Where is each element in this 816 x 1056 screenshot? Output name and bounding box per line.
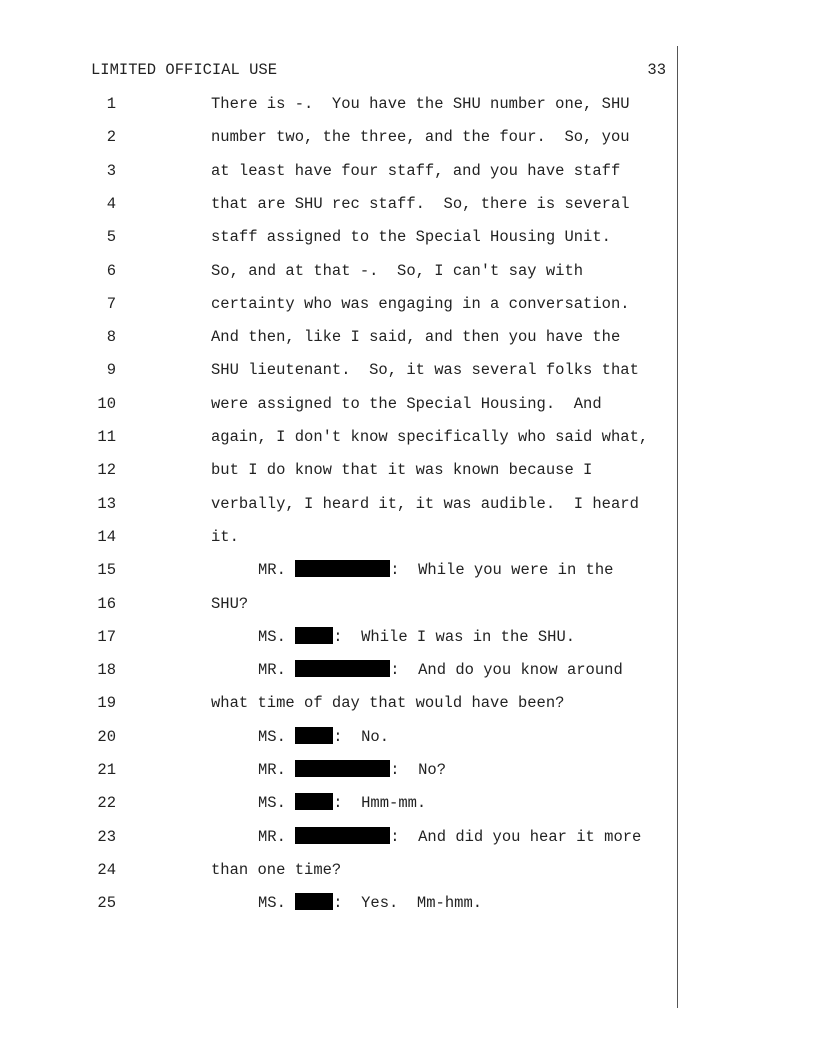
redaction-block — [295, 827, 390, 844]
line-text: So, and at that -. So, I can't say with — [211, 261, 584, 280]
speaker-label: MR. — [258, 661, 286, 680]
redaction-block — [295, 760, 390, 777]
transcript-line — [0, 627, 816, 647]
line-text: certainty who was engaging in a conversation. — [211, 294, 630, 313]
redaction-block — [295, 893, 333, 910]
line-number: 9 — [106, 361, 116, 380]
transcript-line — [0, 394, 816, 414]
line-text — [258, 893, 482, 913]
transcript-line — [0, 727, 816, 747]
transcript-line — [0, 560, 816, 580]
line-number: 6 — [106, 261, 116, 280]
spoken-text: : While you were in the — [390, 561, 614, 580]
line-text — [258, 827, 641, 847]
line-text: staff assigned to the Special Housing Unit. — [211, 228, 611, 247]
line-text: but I do know that it was known because I — [211, 461, 593, 480]
line-text: again, I don't know specifically who said what, — [211, 428, 649, 446]
transcript-line — [0, 494, 816, 514]
line-number: 16 — [97, 594, 116, 613]
redaction-block — [295, 560, 390, 577]
transcript-line — [0, 793, 816, 813]
line-number: 12 — [97, 461, 116, 480]
transcript-line — [0, 527, 816, 547]
line-number: 3 — [106, 161, 116, 180]
redaction-block — [295, 627, 333, 644]
redaction-block — [295, 793, 333, 810]
transcript-line — [0, 693, 816, 713]
transcript-line — [0, 594, 816, 614]
spoken-text: : And do you know around — [390, 661, 623, 680]
transcript-line — [0, 460, 816, 480]
line-text: There is -. You have the SHU number one, SHU — [211, 95, 630, 113]
spoken-text: : Yes. Mm-hmm. — [333, 894, 483, 913]
line-text: were assigned to the Special Housing. And — [211, 394, 602, 413]
line-number: 13 — [97, 494, 116, 513]
line-number: 5 — [106, 228, 116, 247]
line-text: at least have four staff, and you have staff — [211, 161, 621, 180]
speaker-label: MS. — [258, 894, 286, 913]
line-text: that are SHU rec staff. So, there is several — [211, 194, 630, 213]
spoken-text: : Hmm-mm. — [333, 794, 427, 813]
line-number: 8 — [106, 328, 116, 347]
line-text — [258, 760, 446, 780]
line-number: 11 — [97, 428, 116, 446]
speaker-label: MS. — [258, 727, 286, 746]
line-text: number two, the three, and the four. So, you — [211, 128, 630, 147]
line-text: it. — [211, 527, 239, 546]
transcript-line — [0, 261, 816, 281]
line-number: 10 — [97, 394, 116, 413]
transcript-line — [0, 660, 816, 680]
line-number: 14 — [97, 527, 116, 546]
line-text: what time of day that would have been? — [211, 694, 565, 713]
transcript-line — [0, 94, 816, 114]
line-number: 23 — [97, 827, 116, 846]
transcript-line — [0, 360, 816, 380]
transcript-line — [0, 827, 816, 847]
spoken-text: : While I was in the SHU. — [333, 627, 576, 646]
line-number: 15 — [97, 561, 116, 580]
line-text — [258, 560, 613, 580]
line-number: 21 — [97, 761, 116, 779]
line-text — [258, 727, 389, 747]
transcript-line — [0, 760, 816, 780]
line-text — [258, 627, 575, 647]
transcript-line — [0, 227, 816, 247]
line-text: SHU lieutenant. So, it was several folks that — [211, 361, 639, 380]
speaker-label: MR. — [258, 561, 286, 580]
speaker-label: MR. — [258, 761, 286, 779]
line-number: 19 — [97, 694, 116, 713]
classification-header: LIMITED OFFICIAL USE — [91, 61, 278, 79]
line-text: than one time? — [211, 860, 342, 879]
line-number: 24 — [97, 860, 116, 879]
line-text — [258, 660, 623, 680]
transcript-line — [0, 860, 816, 880]
transcript-line — [0, 294, 816, 314]
transcript-line — [0, 893, 816, 913]
line-number: 4 — [106, 194, 116, 213]
line-number: 18 — [97, 661, 116, 680]
transcript-line — [0, 194, 816, 214]
line-number: 25 — [97, 894, 116, 913]
spoken-text: : And did you hear it more — [390, 827, 642, 846]
speaker-label: MS. — [258, 794, 286, 813]
line-number: 17 — [97, 627, 116, 646]
transcript-line — [0, 127, 816, 147]
transcript-line — [0, 161, 816, 181]
line-text: SHU? — [211, 594, 249, 613]
line-number: 2 — [106, 128, 116, 147]
speaker-label: MR. — [258, 827, 286, 846]
speaker-label: MS. — [258, 627, 286, 646]
transcript-line — [0, 427, 816, 447]
redaction-block — [295, 660, 390, 677]
line-number: 22 — [97, 794, 116, 813]
redaction-block — [295, 727, 333, 744]
page-number: 33 — [647, 61, 666, 79]
line-number: 7 — [106, 294, 116, 313]
spoken-text: : No? — [390, 761, 447, 779]
line-number: 1 — [106, 95, 116, 113]
line-text — [258, 793, 426, 813]
line-text: And then, like I said, and then you have the — [211, 328, 621, 347]
line-text: verbally, I heard it, it was audible. I heard — [211, 494, 639, 513]
line-number: 20 — [97, 727, 116, 746]
transcript-line — [0, 327, 816, 347]
spoken-text: : No. — [333, 727, 390, 746]
